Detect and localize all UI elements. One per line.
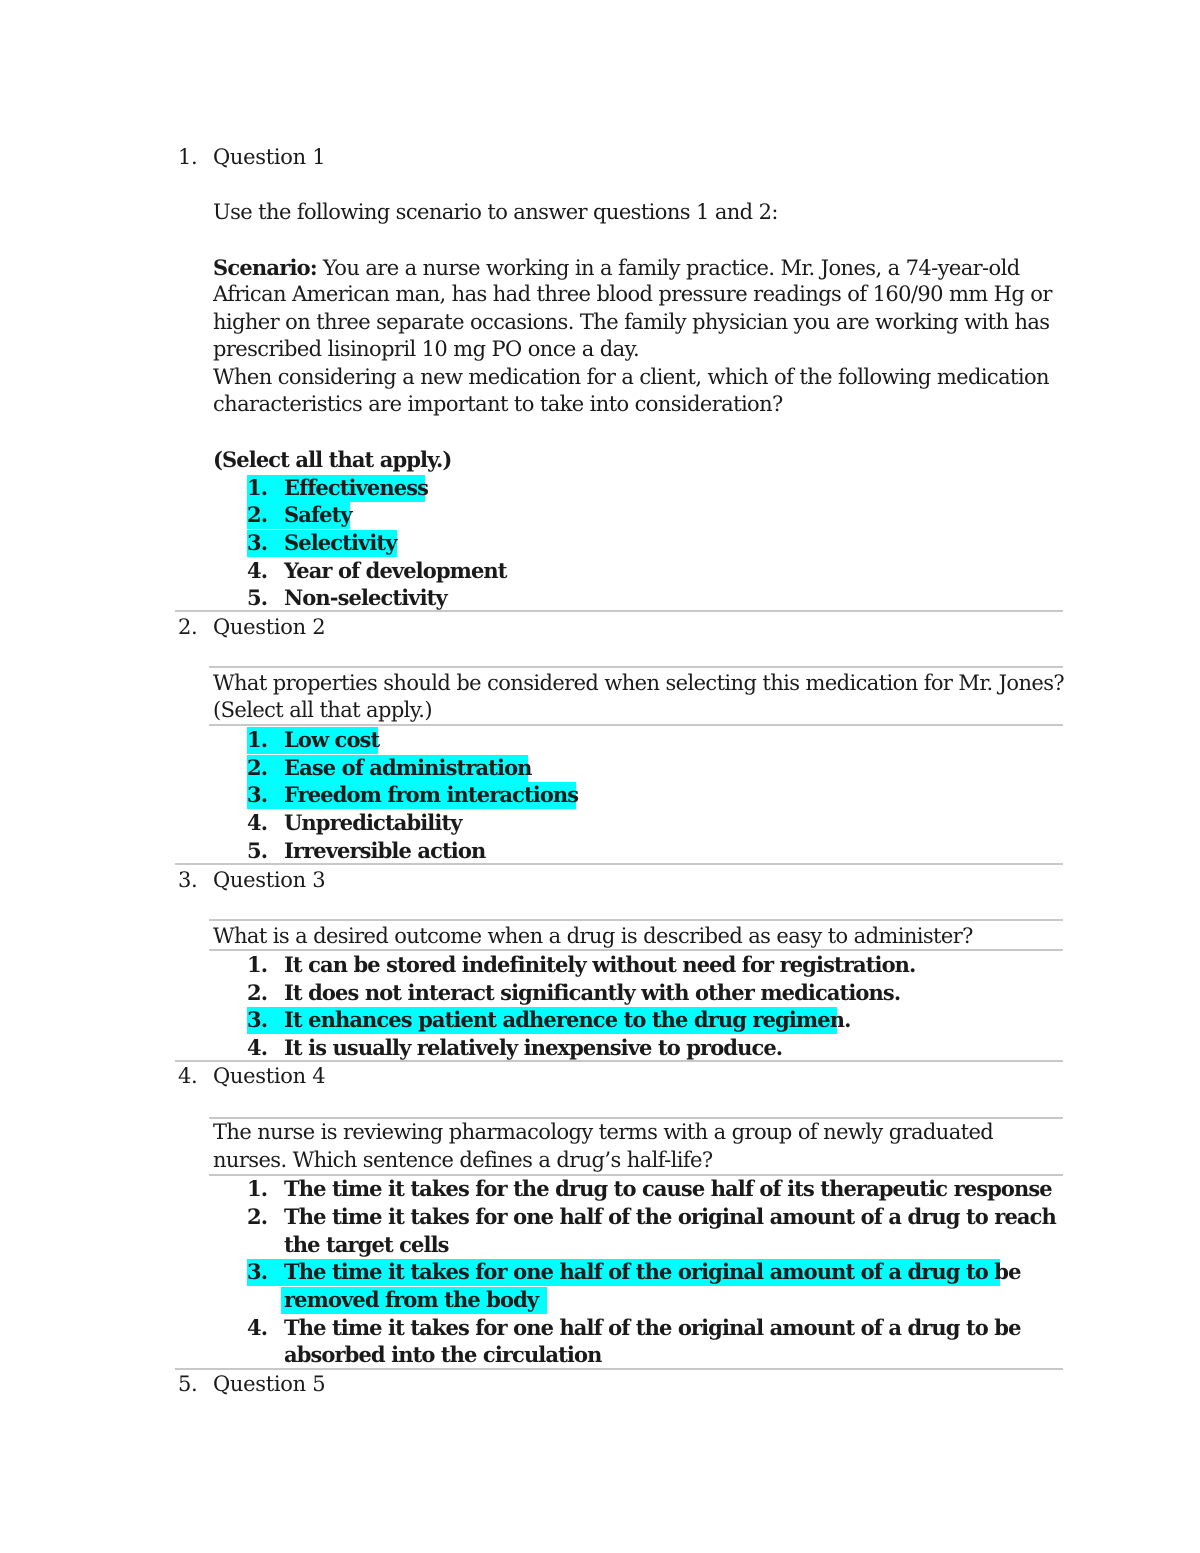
option-text: It can be stored indefinitely without need for registration. (284, 952, 916, 977)
question-3-number: 3. (178, 868, 198, 892)
option-number: 1. (247, 475, 268, 500)
question-1-option-3 (247, 530, 397, 557)
question-3-option-2 (247, 980, 901, 1007)
question-2-option-3 (247, 782, 579, 809)
scenario-line-4: prescribed lisinopril 10 mg PO once a day. (213, 337, 640, 361)
question-1-option-1 (247, 475, 429, 502)
prompt-divider-top (209, 919, 1063, 921)
question-5-title: Question 5 (213, 1372, 326, 1396)
question-4-number: 4. (178, 1064, 198, 1088)
prompt-divider-bottom (209, 949, 1063, 951)
scenario-line-3: higher on three separate occasions. The family physician you are working with has (213, 310, 1050, 334)
question-4-prompt-line-1: The nurse is reviewing pharmacology terms with a group of newly graduated (213, 1120, 994, 1144)
prompt-divider-top (209, 1117, 1063, 1119)
question-4-option-3 (247, 1259, 1021, 1286)
option-text: It does not interact significantly with other medications. (284, 980, 901, 1005)
scenario-text: You are a nurse working in a family practice. Mr. Jones, a 74-year-old (316, 256, 1020, 280)
select-all-note: (Select all that apply.) (213, 447, 452, 472)
question-3-option-3 (247, 1007, 851, 1034)
question-2-option-1 (247, 727, 378, 754)
prompt-divider-bottom (209, 724, 1063, 726)
question-1-option-2 (247, 502, 350, 529)
question-3-option-1 (247, 952, 916, 979)
question-2-prompt-line-2: (Select all that apply.) (213, 698, 432, 722)
option-number: 1. (247, 1176, 268, 1201)
question-1-number: 1. (178, 145, 198, 169)
option-text: Non-selectivity (284, 585, 447, 610)
option-text: The time it takes for one half of the original amount of a drug to reach (284, 1204, 1056, 1229)
scenario-label: Scenario: (213, 255, 317, 280)
option-text-continued: the target cells (284, 1232, 449, 1257)
option-text: The time it takes for one half of the original amount of a drug to be (284, 1315, 1021, 1340)
question-4-option-4 (247, 1315, 1021, 1342)
option-text: Effectiveness (284, 475, 429, 500)
question-divider (175, 610, 1063, 612)
option-number: 4. (247, 810, 268, 835)
scenario-line-1 (213, 255, 1020, 280)
question-3-option-4 (247, 1035, 783, 1062)
option-number: 3. (247, 530, 268, 555)
option-number: 4. (247, 558, 268, 583)
option-number: 3. (247, 1007, 268, 1032)
option-text: Freedom from interactions (284, 782, 579, 807)
option-text: Safety (284, 502, 352, 527)
option-number: 5. (247, 838, 268, 863)
option-number: 4. (247, 1035, 268, 1060)
option-text: The time it takes for the drug to cause half of its therapeutic response (284, 1176, 1052, 1201)
option-number: 5. (247, 585, 268, 610)
option-text: removed from the body (284, 1287, 539, 1312)
question-2-title: Question 2 (213, 615, 326, 639)
prompt-divider-top (209, 666, 1063, 668)
option-number: 3. (247, 1259, 268, 1284)
question-divider (175, 1060, 1063, 1062)
option-text-continued: absorbed into the circulation (284, 1342, 602, 1367)
question-3-title: Question 3 (213, 868, 326, 892)
option-number: 2. (247, 502, 268, 527)
question-1-prompt-line-1: When considering a new medication for a client, which of the following medication (213, 365, 1049, 389)
option-number: 3. (247, 782, 268, 807)
question-1-prompt-line-2: characteristics are important to take into consideration? (213, 392, 783, 416)
question-4-option-2 (247, 1204, 1056, 1231)
option-number: 1. (247, 952, 268, 977)
option-number: 1. (247, 727, 268, 752)
scenario-line-2: African American man, has had three blood pressure readings of 160/90 mm Hg or (213, 282, 1052, 306)
option-number: 2. (247, 1204, 268, 1229)
question-4-option-1 (247, 1176, 1052, 1203)
option-text: Irreversible action (284, 838, 486, 863)
question-5-number: 5. (178, 1372, 198, 1396)
question-1-intro: Use the following scenario to answer questions 1 and 2: (213, 200, 778, 224)
question-4-title: Question 4 (213, 1064, 326, 1088)
option-text: Selectivity (284, 530, 397, 555)
question-2-number: 2. (178, 615, 198, 639)
question-divider (175, 1368, 1063, 1370)
option-text: Unpredictability (284, 810, 462, 835)
option-text: The time it takes for one half of the original amount of a drug to be (284, 1259, 1021, 1284)
question-1-option-5 (247, 585, 447, 612)
question-2-option-2 (247, 755, 532, 782)
option-text: It is usually relatively inexpensive to produce. (284, 1035, 783, 1060)
option-text: Low cost (284, 727, 380, 752)
question-1-title: Question 1 (213, 145, 326, 169)
option-number: 2. (247, 755, 268, 780)
question-4-prompt-line-2: nurses. Which sentence defines a drug’s half-life? (213, 1148, 713, 1172)
question-2-prompt-line-1: What properties should be considered when selecting this medication for Mr. Jones? (213, 671, 1065, 695)
question-2-option-5 (247, 838, 486, 865)
option-text: Year of development (284, 558, 507, 583)
question-3-prompt-line-1: What is a desired outcome when a drug is described as easy to administer? (213, 924, 973, 948)
option-number: 2. (247, 980, 268, 1005)
question-1-option-4 (247, 558, 507, 585)
question-divider (175, 863, 1063, 865)
option-number: 4. (247, 1315, 268, 1340)
question-2-option-4 (247, 810, 462, 837)
option-text: Ease of administration (284, 755, 532, 780)
option-text: It enhances patient adherence to the drug regimen. (284, 1007, 851, 1032)
option-text-continued-highlighted (281, 1287, 547, 1314)
